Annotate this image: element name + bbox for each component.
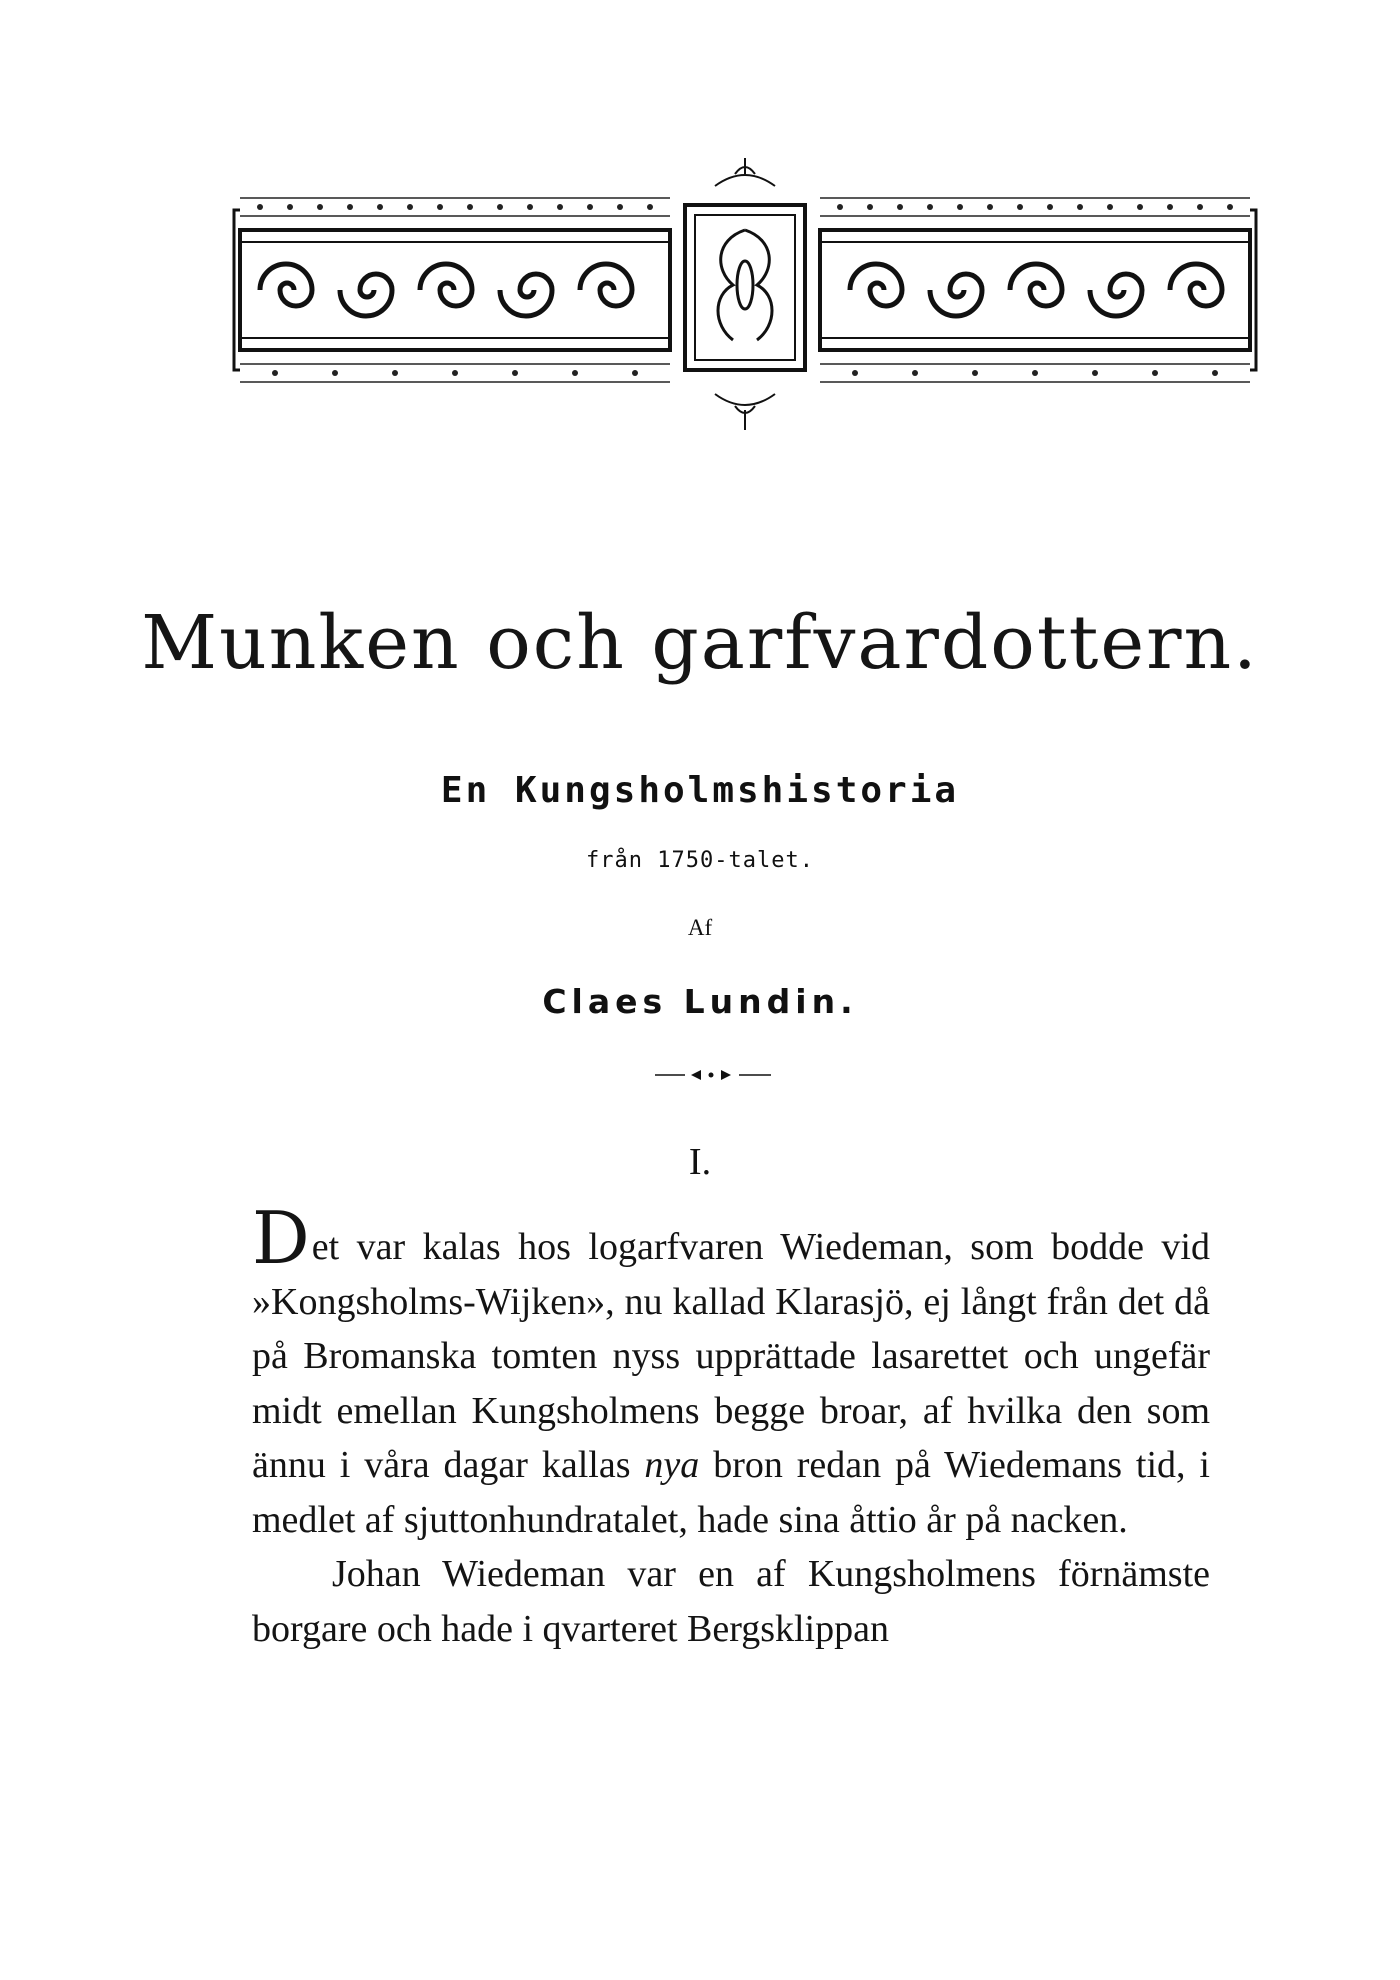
- emphasized-word: nya: [644, 1444, 700, 1486]
- paragraph-1: [252, 1196, 1210, 1547]
- dateline: från 1750-talet.: [586, 848, 814, 873]
- paragraph-1-text-end: bron redan på Wiedemans tid, i medlet af sjuttonhundratalet, hade sina åttio år på nacken.: [252, 1444, 1210, 1541]
- paragraph-1-text: et var kalas hos logarfvaren Wiedeman, som bodde vid »Kongsholms-Wijken», nu kallad Klarasjö, ej långt från det då på Bromanska tomten nyss upprättade lasarettet och ungefär midt emellan Kungsholmens begge broar, af hvilka den som ännu i våra dagar kallas: [252, 1226, 1210, 1486]
- paragraph-2: Johan Wiedeman var en af Kungsholmens förnämste borgare och hade i qvarteret Bergsklippan: [252, 1553, 1210, 1650]
- subtitle: En Kungsholmshistoria: [440, 770, 960, 811]
- drop-cap: D: [252, 1196, 310, 1280]
- ornamental-header-band: [230, 150, 1260, 450]
- author-name: Claes Lundin.: [542, 982, 858, 1021]
- chapter-heading: I.: [688, 1141, 712, 1183]
- body-text: [252, 1196, 1210, 1656]
- book-title: Munken och garfvardottern.: [141, 600, 1259, 686]
- byline: Af: [687, 915, 713, 940]
- section-divider-ornament: [655, 1068, 775, 1082]
